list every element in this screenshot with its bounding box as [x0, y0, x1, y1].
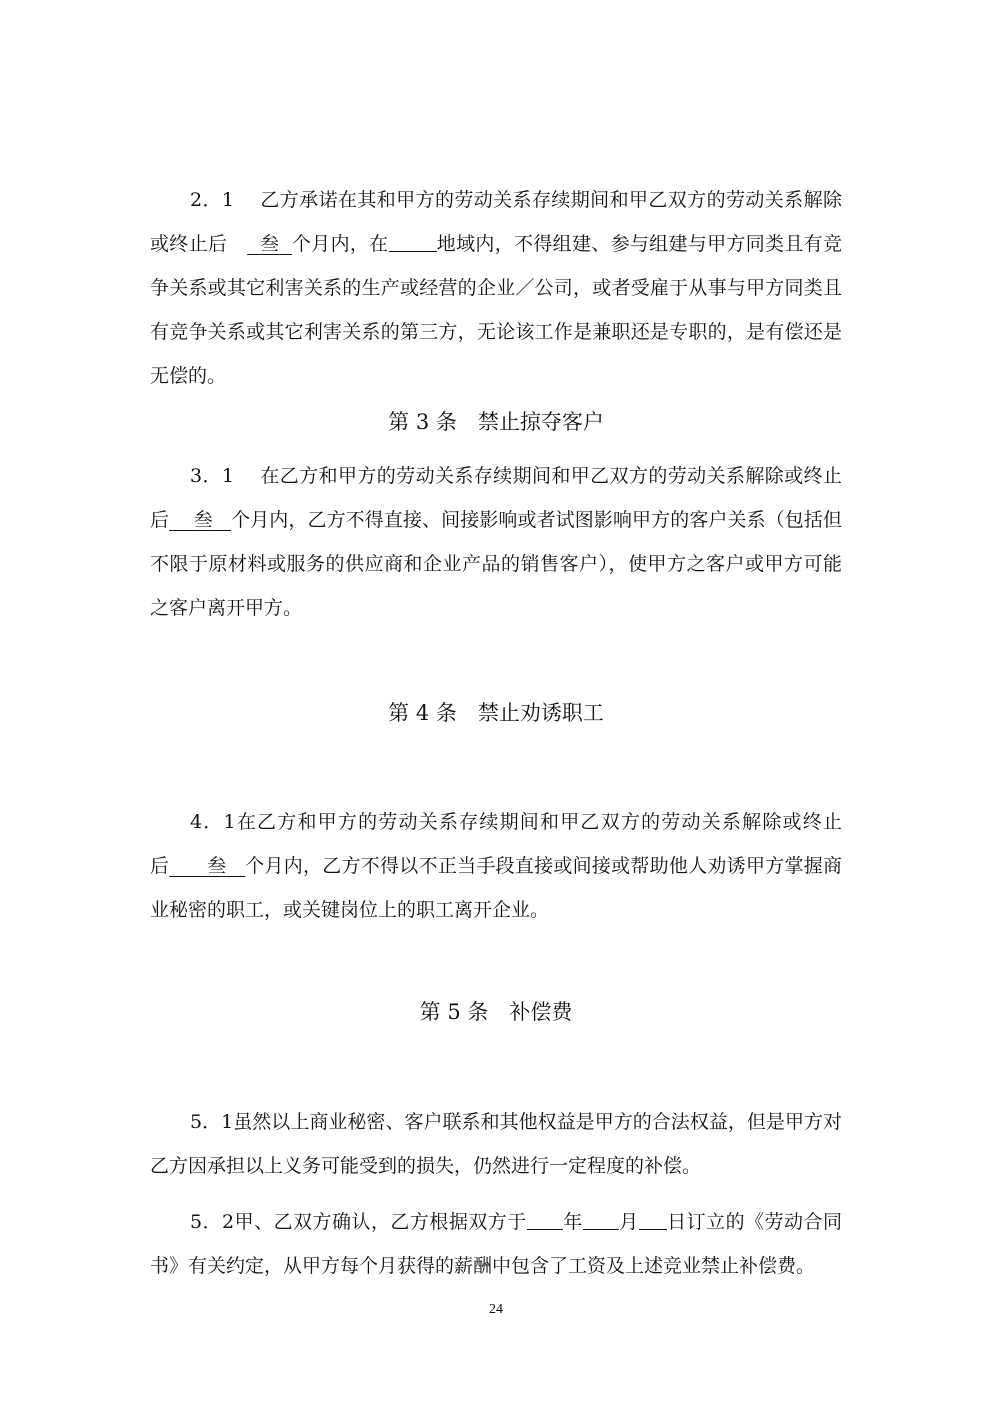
section-5-title: 第 5 条 补偿费: [419, 1000, 573, 1024]
underlined-term: 叁: [193, 509, 213, 531]
clause-number: 5．1: [190, 1111, 234, 1133]
page-number: 24: [489, 1302, 503, 1317]
section-3-title: 第 3 条 禁止掠夺客户: [388, 410, 604, 434]
clause-text: 在乙方和甲方的劳动关系存续期间和甲乙双方的劳动关系解除或终止后: [150, 811, 842, 877]
clause-text: 个月内，乙方不得直接、间接影响或者试图影响甲方的客户关系（包括但不限于原材料或服务的供应商和企业产品的销售客户），使甲方之客户或甲方可能之客户离开甲方。: [150, 509, 842, 619]
clause-text: 地域内，不得组建、参与组建与甲方同类且有竞争关系或其它利害关系的生产或经营的企业／公司，或者受雇于从事与甲方同类且有竞争关系或其它利害关系的第三方，无论该工作是兼职还是专职的，是有偿还是无偿的。: [150, 233, 842, 387]
clause-number: 4．1: [190, 811, 236, 833]
clause-text: 在乙方和甲方的劳动关系存续期间和甲乙双方的劳动关系解除或终止后: [150, 465, 842, 531]
section-4-title: 第 4 条 禁止劝诱职工: [388, 701, 604, 725]
clause-text: 乙方承诺在其和甲方的劳动关系存续期间和甲乙双方的劳动关系解除或终止后: [150, 189, 842, 255]
clause-text: 个月内，在: [291, 233, 389, 255]
year-blank: [527, 1211, 563, 1230]
blank-region: [389, 233, 437, 252]
underlined-term: 叁: [207, 855, 227, 877]
clause-text: 虽然以上商业秘密、客户联系和其他权益是甲方的合法权益，但是甲方对乙方因承担以上义务可能受到的损失，仍然进行一定程度的补偿。: [150, 1111, 842, 1177]
clause-text: 日订立的《劳动合同书》有关约定，从甲方每个月获得的薪酬中包含了工资及上述竞业禁止补偿费。: [150, 1211, 842, 1277]
underlined-term: 叁: [259, 233, 280, 255]
month-blank: [583, 1211, 619, 1230]
month-label: 月: [618, 1211, 639, 1233]
paragraph-5-2: [150, 1200, 842, 1288]
clause-text: 个月内，乙方不得以不正当手段直接或间接或帮助他人劝诱甲方掌握商业秘密的职工，或关键岗位上的职工离开企业。: [150, 855, 842, 921]
clause-number: 2．1: [190, 189, 234, 211]
paragraph-2-1: [150, 178, 842, 398]
clause-text: 甲、乙双方确认，乙方根据双方于: [234, 1211, 527, 1233]
clause-number: 3．1: [190, 465, 234, 487]
paragraph-5-1: [150, 1100, 842, 1188]
day-blank: [639, 1211, 667, 1230]
clause-number: 5．2: [190, 1211, 235, 1233]
year-label: 年: [562, 1211, 583, 1233]
paragraph-4-1: [150, 800, 842, 932]
paragraph-3-1: [150, 454, 842, 630]
